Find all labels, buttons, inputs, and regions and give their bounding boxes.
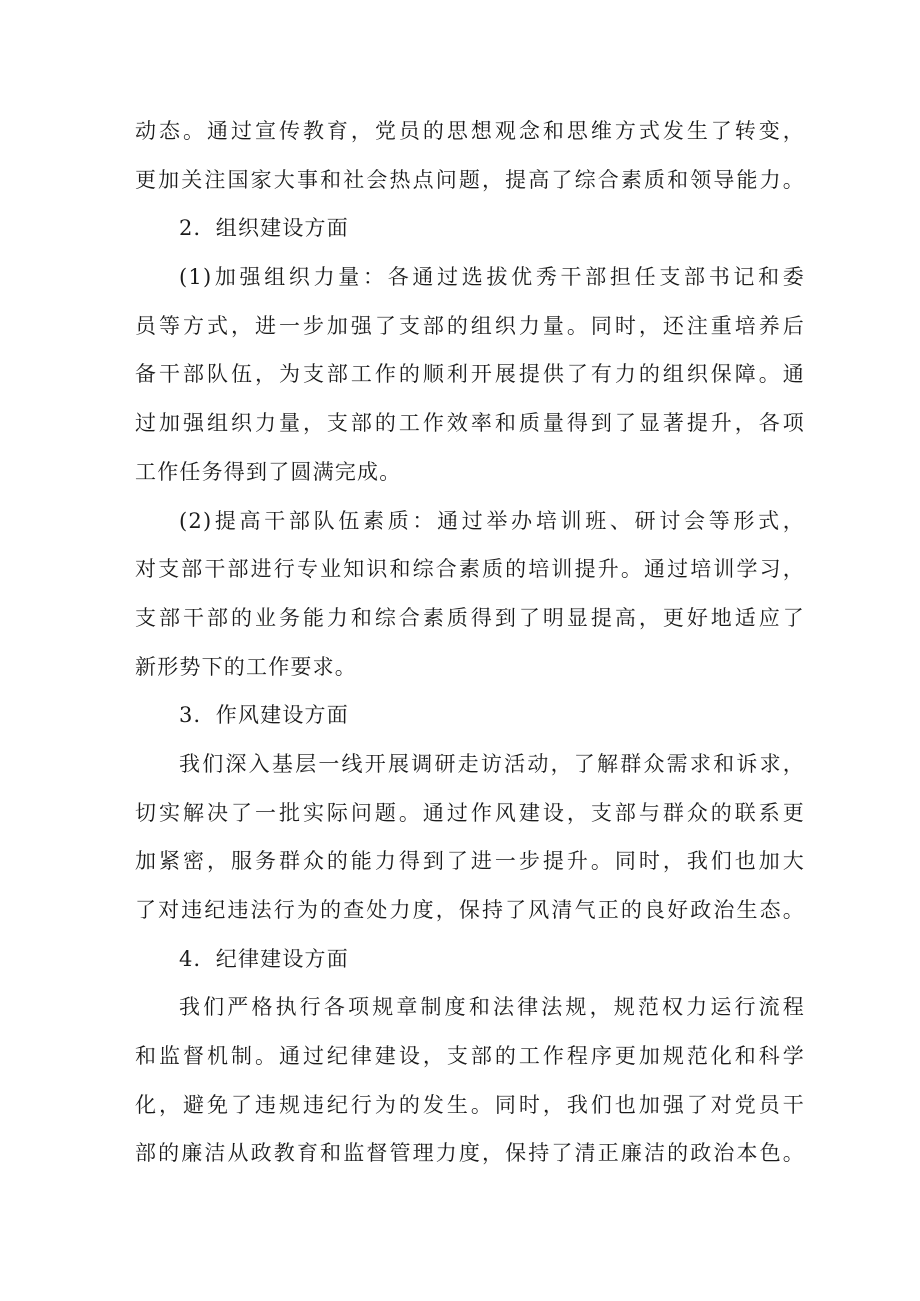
text-line: 了对违纪违法行为的查处力度，保持了风清气正的良好政治生态。 [135,898,805,922]
paragraph-propaganda-summary [135,107,805,204]
text-line: 员等方式，进一步加强了支部的组织力量。同时，还注重培养后 [135,313,805,338]
section-heading-work-style [135,691,805,740]
text-line: 过加强组织力量，支部的工作效率和质量得到了显著提升，各项 [135,411,805,436]
text-line: 部的廉洁从政教育和监督管理力度，保持了清正廉洁的政治本色。 [135,1141,805,1166]
section-heading: 4．纪律建设方面 [179,946,349,971]
text-line: (2)提高干部队伍素质：通过举办培训班、研讨会等形式， [179,508,805,533]
text-line: 动态。通过宣传教育，党员的思想观念和思维方式发生了转变， [135,119,805,143]
text-line: 我们深入基层一线开展调研走访活动，了解群众需求和诉求， [179,751,805,776]
document-page [135,107,805,1178]
text-line: 切实解决了一批实际问题。通过作风建设，支部与群众的联系更 [135,800,805,825]
section-heading-organization [135,204,805,253]
paragraph-strengthen-organization [135,253,805,496]
text-line: 我们严格执行各项规章制度和法律法规，规范权力运行流程 [179,995,805,1020]
paragraph-discipline [135,983,805,1178]
text-line: 更加关注国家大事和社会热点问题，提高了综合素质和领导能力。 [135,167,805,192]
section-heading-discipline [135,935,805,984]
section-heading: 3．作风建设方面 [179,703,349,728]
text-line: 和监督机制。通过纪律建设，支部的工作程序更加规范化和科学 [135,1044,805,1069]
text-line: 支部干部的业务能力和综合素质得到了明显提高，更好地适应了 [135,605,805,630]
text-line: 工作任务得到了圆满完成。 [135,459,402,484]
text-line: 备干部队伍，为支部工作的顺利开展提供了有力的组织保障。通 [135,362,805,387]
text-line: 新形势下的工作要求。 [135,654,357,679]
text-line: 化，避免了违规违纪行为的发生。同时，我们也加强了对党员干 [135,1092,805,1117]
section-heading: 2．组织建设方面 [179,216,349,241]
paragraph-cadre-quality [135,497,805,692]
text-line: 对支部干部进行专业知识和综合素质的培训提升。通过培训学习， [135,557,805,582]
text-line: (1)加强组织力量：各通过选拔优秀干部担任支部书记和委 [179,265,805,290]
text-line: 加紧密，服务群众的能力得到了进一步提升。同时，我们也加大 [135,849,805,874]
paragraph-work-style [135,740,805,935]
